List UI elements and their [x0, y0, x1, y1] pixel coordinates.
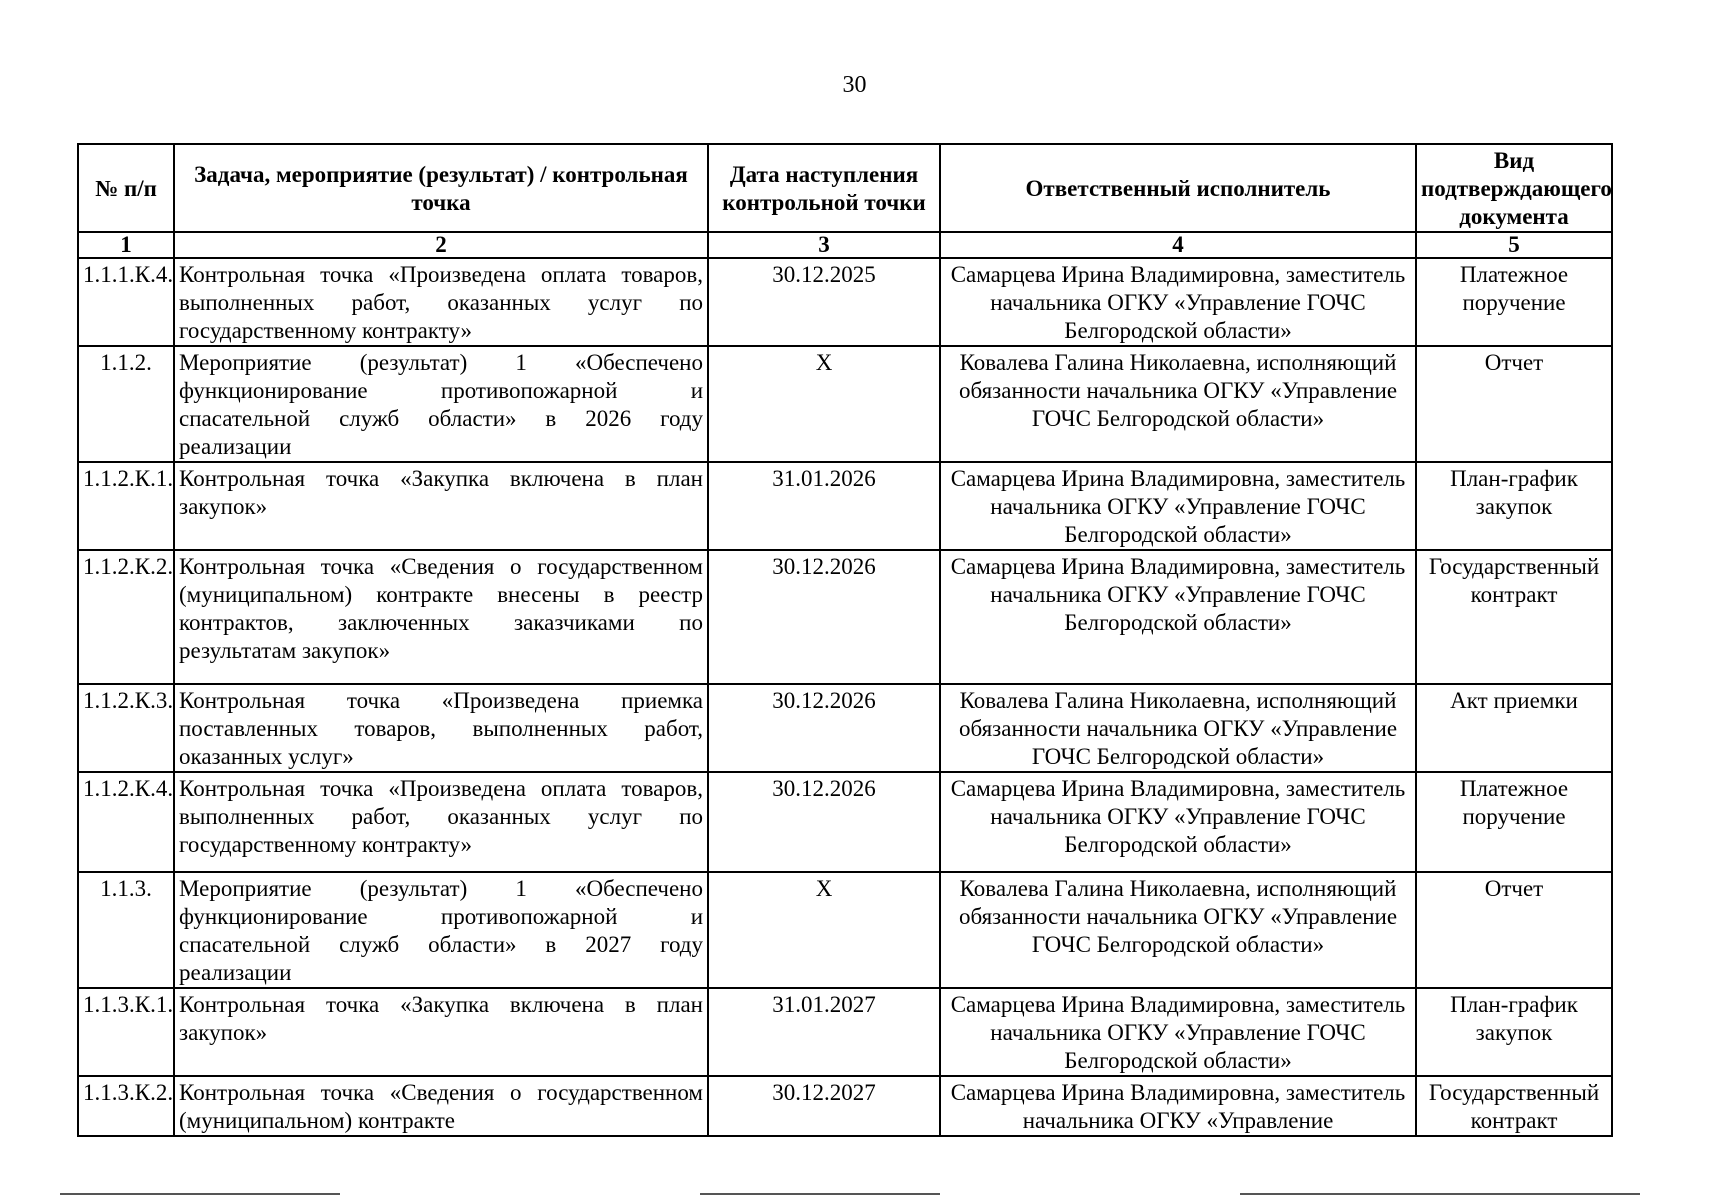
row-task: Контрольная точка «Произведена оплата товаров, выполненных работ, оказанных услуг по государственному контракту»	[174, 772, 708, 872]
row-document: Отчет	[1416, 346, 1612, 462]
row-date: 30.12.2026	[708, 550, 940, 684]
table-row	[78, 988, 1612, 1076]
row-responsible: Самарцева Ирина Владимировна, заместитель начальника ОГКУ «Управление ГОЧС Белгородской области»	[940, 550, 1416, 684]
row-number: 1.1.3.	[78, 872, 174, 988]
page-number: 30	[842, 72, 867, 98]
row-task: Контрольная точка «Произведена оплата товаров, выполненных работ, оказанных услуг по государственному контракту»	[174, 258, 708, 346]
header-task: Задача, мероприятие (результат) / контрольная точка	[174, 144, 708, 232]
row-responsible: Самарцева Ирина Владимировна, заместитель начальника ОГКУ «Управление ГОЧС Белгородской области»	[940, 772, 1416, 872]
row-number: 1.1.3.К.2.	[78, 1076, 174, 1136]
row-responsible: Ковалева Галина Николаевна, исполняющий обязанности начальника ОГКУ «Управление ГОЧС Белгородской области»	[940, 684, 1416, 772]
scan-edge-line	[60, 1193, 340, 1195]
column-number: 2	[174, 232, 708, 258]
table-row	[78, 1076, 1612, 1136]
row-task: Мероприятие (результат) 1 «Обеспечено функционирование противопожарной и спасательной служб области» в 2027 году реализации	[174, 872, 708, 988]
row-date: Х	[708, 872, 940, 988]
row-date: 30.12.2026	[708, 772, 940, 872]
row-number: 1.1.2.К.4.	[78, 772, 174, 872]
column-number: 5	[1416, 232, 1612, 258]
row-date: 31.01.2027	[708, 988, 940, 1076]
control-points-table	[77, 143, 1613, 1137]
row-task: Мероприятие (результат) 1 «Обеспечено функционирование противопожарной и спасательной служб области» в 2026 году реализации	[174, 346, 708, 462]
row-number: 1.1.2.К.3.	[78, 684, 174, 772]
row-document: Акт приемки	[1416, 684, 1612, 772]
header-num: № п/п	[78, 144, 174, 232]
row-task: Контрольная точка «Закупка включена в план закупок»	[174, 988, 708, 1076]
row-document: Государственный контракт	[1416, 550, 1612, 684]
row-document: Отчет	[1416, 872, 1612, 988]
header-document: Вид подтверждающего документа	[1416, 144, 1612, 232]
row-responsible: Самарцева Ирина Владимировна, заместитель начальника ОГКУ «Управление	[940, 1076, 1416, 1136]
row-task: Контрольная точка «Сведения о государственном (муниципальном) контракте внесены в реестр контрактов, заключенных заказчиками по результатам закупок»	[174, 550, 708, 684]
table-row	[78, 550, 1612, 684]
row-number: 1.1.2.К.2.	[78, 550, 174, 684]
column-number: 4	[940, 232, 1416, 258]
row-responsible: Самарцева Ирина Владимировна, заместитель начальника ОГКУ «Управление ГОЧС Белгородской области»	[940, 462, 1416, 550]
scan-edge-line	[700, 1193, 940, 1195]
table-header-row	[78, 144, 1612, 232]
table-row	[78, 258, 1612, 346]
row-document: План-график закупок	[1416, 462, 1612, 550]
row-number: 1.1.1.К.4.	[78, 258, 174, 346]
row-number: 1.1.2.К.1.	[78, 462, 174, 550]
row-date: Х	[708, 346, 940, 462]
column-number-row	[78, 232, 1612, 258]
row-date: 30.12.2026	[708, 684, 940, 772]
column-number: 1	[78, 232, 174, 258]
table-row	[78, 462, 1612, 550]
row-date: 30.12.2027	[708, 1076, 940, 1136]
row-task: Контрольная точка «Закупка включена в план закупок»	[174, 462, 708, 550]
row-number: 1.1.3.К.1.	[78, 988, 174, 1076]
row-document: Государственный контракт	[1416, 1076, 1612, 1136]
table-row	[78, 772, 1612, 872]
header-date: Дата наступления контрольной точки	[708, 144, 940, 232]
row-number: 1.1.2.	[78, 346, 174, 462]
row-document: План-график закупок	[1416, 988, 1612, 1076]
row-date: 30.12.2025	[708, 258, 940, 346]
row-task: Контрольная точка «Произведена приемка поставленных товаров, выполненных работ, оказанных услуг»	[174, 684, 708, 772]
column-number: 3	[708, 232, 940, 258]
row-date: 31.01.2026	[708, 462, 940, 550]
row-responsible: Самарцева Ирина Владимировна, заместитель начальника ОГКУ «Управление ГОЧС Белгородской области»	[940, 258, 1416, 346]
row-responsible: Ковалева Галина Николаевна, исполняющий обязанности начальника ОГКУ «Управление ГОЧС Белгородской области»	[940, 872, 1416, 988]
row-task: Контрольная точка «Сведения о государственном (муниципальном) контракте	[174, 1076, 708, 1136]
row-document: Платежное поручение	[1416, 258, 1612, 346]
scan-edge-line	[1240, 1193, 1640, 1195]
row-document: Платежное поручение	[1416, 772, 1612, 872]
table-row	[78, 872, 1612, 988]
row-responsible: Самарцева Ирина Владимировна, заместитель начальника ОГКУ «Управление ГОЧС Белгородской области»	[940, 988, 1416, 1076]
table-row	[78, 684, 1612, 772]
row-responsible: Ковалева Галина Николаевна, исполняющий обязанности начальника ОГКУ «Управление ГОЧС Белгородской области»	[940, 346, 1416, 462]
header-responsible: Ответственный исполнитель	[940, 144, 1416, 232]
table-row	[78, 346, 1612, 462]
